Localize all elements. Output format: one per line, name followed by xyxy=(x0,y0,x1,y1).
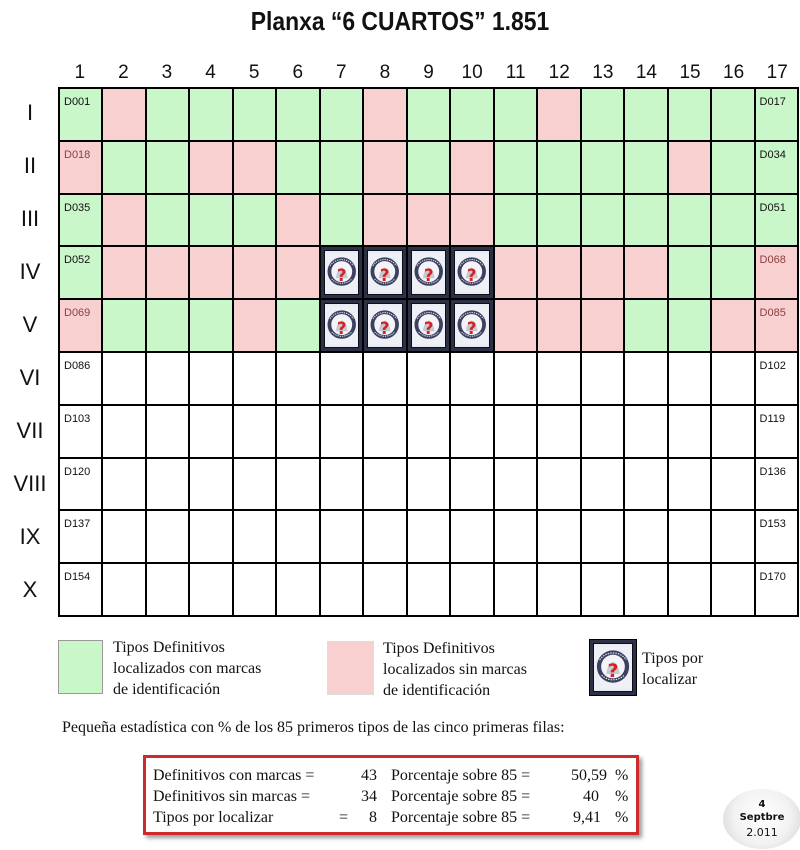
row-last-type-label: D051 xyxy=(759,201,786,214)
plate-cell xyxy=(60,511,101,562)
plate-cell xyxy=(451,564,492,615)
plate-cell xyxy=(756,89,797,140)
stats-percent-sign: % xyxy=(615,788,629,805)
column-number: 12 xyxy=(548,62,570,83)
svg-text:?: ? xyxy=(380,317,390,338)
plate-cell xyxy=(147,511,188,562)
plate-cell xyxy=(669,142,710,193)
plate-cell xyxy=(625,195,666,246)
plate-cell xyxy=(582,89,623,140)
row-first-type-label: D069 xyxy=(64,307,91,320)
plate-cell xyxy=(147,142,188,193)
plate-cell xyxy=(451,142,492,193)
stats-equals: = xyxy=(339,809,349,826)
plate-cell xyxy=(364,406,405,457)
column-number: 16 xyxy=(723,62,745,83)
legend-stamp-swatch xyxy=(589,639,637,696)
plate-cell xyxy=(756,564,797,615)
plate-cell xyxy=(495,511,536,562)
plate-cell xyxy=(756,300,797,351)
plate-cell xyxy=(234,353,275,404)
stamp-icon xyxy=(367,303,402,348)
plate-cell xyxy=(625,511,666,562)
plate-cell xyxy=(60,300,101,351)
stamp-icon-graphic xyxy=(455,304,488,347)
plate-cell xyxy=(321,459,362,510)
plate-cell xyxy=(495,459,536,510)
row-numeral: VIII xyxy=(13,470,47,496)
plate-cell xyxy=(408,247,449,298)
plate-cell xyxy=(234,511,275,562)
plate-cell xyxy=(538,459,579,510)
plate-cell xyxy=(234,406,275,457)
plate-cell xyxy=(712,300,753,351)
plate-cell xyxy=(712,406,753,457)
plate-cell xyxy=(538,564,579,615)
row-numeral: VI xyxy=(19,364,41,390)
plate-cell xyxy=(582,564,623,615)
plate-cell xyxy=(582,406,623,457)
stamp-icon-graphic xyxy=(368,251,401,294)
plate-cell xyxy=(451,353,492,404)
column-number: 4 xyxy=(205,62,216,83)
plate-cell xyxy=(147,195,188,246)
plate-cell xyxy=(190,195,231,246)
plate-cell xyxy=(277,353,318,404)
stats-percent: 50,59 xyxy=(571,767,607,784)
plate-cell xyxy=(60,406,101,457)
plate-cell xyxy=(103,459,144,510)
plate-cell xyxy=(756,406,797,457)
plate-cell xyxy=(625,300,666,351)
legend-green-line1: Tipos Definitivos xyxy=(113,639,225,656)
plate-cell xyxy=(321,511,362,562)
plate-cell xyxy=(277,247,318,298)
column-number: 9 xyxy=(423,62,434,83)
legend-green-swatch xyxy=(58,640,103,694)
plate-cell xyxy=(451,459,492,510)
plate-cell xyxy=(669,247,710,298)
stats-box xyxy=(143,755,639,835)
plate-cell xyxy=(190,459,231,510)
plate-cell xyxy=(495,564,536,615)
plate-cell xyxy=(277,564,318,615)
plate-cell xyxy=(277,89,318,140)
row-first-type-label: D120 xyxy=(64,465,91,478)
plate-cell xyxy=(277,300,318,351)
plate-cell xyxy=(625,247,666,298)
stats-percent-sign: % xyxy=(615,767,629,784)
plate-cell xyxy=(364,459,405,510)
page-title: Planxa “6 CUARTOS” 1.851 xyxy=(250,6,550,36)
plate-cell xyxy=(625,406,666,457)
stats-text: Porcentaje sobre 85 = xyxy=(391,767,531,784)
plate-cell xyxy=(147,564,188,615)
column-number: 10 xyxy=(461,62,483,83)
plate-cell xyxy=(408,459,449,510)
legend-green-text xyxy=(113,637,261,700)
row-first-type-label: D018 xyxy=(64,148,91,161)
plate-cell xyxy=(582,353,623,404)
plate-cell xyxy=(538,300,579,351)
plate-cell xyxy=(451,406,492,457)
plate-cell xyxy=(495,142,536,193)
plate-cell xyxy=(712,247,753,298)
legend-green-line2: localizados con marcas xyxy=(113,660,262,677)
stamp-icon-graphic xyxy=(455,251,488,294)
plate-cell xyxy=(277,195,318,246)
plate-cell xyxy=(234,300,275,351)
plate-cell xyxy=(669,89,710,140)
column-number: 3 xyxy=(161,62,173,83)
plate-cell xyxy=(538,195,579,246)
stamp-icon-graphic xyxy=(325,251,358,294)
stamp-icon xyxy=(454,250,489,295)
row-last-type-label: D085 xyxy=(759,307,786,320)
column-number: 13 xyxy=(592,62,614,83)
stamp-icon xyxy=(411,303,446,348)
plate-cell xyxy=(451,511,492,562)
plate-cell xyxy=(408,353,449,404)
plate-cell xyxy=(147,459,188,510)
plate-cell xyxy=(408,89,449,140)
plate-cell xyxy=(625,89,666,140)
plate-cell xyxy=(756,195,797,246)
plate-cell xyxy=(321,406,362,457)
plate-cell xyxy=(538,89,579,140)
plate-cell xyxy=(756,142,797,193)
plate-cell xyxy=(364,353,405,404)
stamp-icon-graphic xyxy=(412,304,445,347)
legend-pink-swatch xyxy=(327,641,374,695)
plate-cell xyxy=(103,142,144,193)
stamp-icon-graphic xyxy=(594,644,632,691)
column-number: 8 xyxy=(379,62,391,83)
plate-cell xyxy=(408,195,449,246)
plate-cell xyxy=(408,564,449,615)
plate-cell xyxy=(495,300,536,351)
plate-cell xyxy=(712,564,753,615)
plate-cell xyxy=(60,459,101,510)
plate-grid xyxy=(58,87,799,617)
plate-cell xyxy=(321,353,362,404)
plate-cell xyxy=(408,406,449,457)
plate-cell xyxy=(364,564,405,615)
plate-cell xyxy=(60,195,101,246)
svg-text:?: ? xyxy=(336,317,347,338)
stamp-icon-graphic xyxy=(412,251,445,294)
stamp-icon xyxy=(411,250,446,295)
plate-cell xyxy=(277,406,318,457)
plate-cell xyxy=(712,459,753,510)
plate-cell xyxy=(103,353,144,404)
plate-cell xyxy=(712,89,753,140)
column-number: 2 xyxy=(118,62,129,83)
row-last-type-label: D068 xyxy=(759,254,786,267)
plate-cell xyxy=(582,459,623,510)
stats-text: Porcentaje sobre 85 = xyxy=(391,788,531,805)
svg-text:?: ? xyxy=(380,265,390,286)
row-numeral: IX xyxy=(19,523,41,549)
svg-text:?: ? xyxy=(467,317,477,338)
plate-cell xyxy=(408,300,449,351)
date-badge xyxy=(723,789,800,849)
stats-percent-sign: % xyxy=(615,809,629,826)
plate-cell xyxy=(538,406,579,457)
plate-cell xyxy=(756,511,797,562)
column-number: 17 xyxy=(766,62,788,83)
row-last-type-label: D153 xyxy=(759,518,786,531)
plate-cell xyxy=(669,459,710,510)
plate-cell xyxy=(582,511,623,562)
legend-stamp-text xyxy=(642,648,703,690)
stamp-icon xyxy=(454,303,489,348)
plate-cell xyxy=(234,142,275,193)
row-numeral: II xyxy=(23,152,37,178)
plate-cell xyxy=(669,195,710,246)
plate-cell xyxy=(538,511,579,562)
date-day: 4 xyxy=(758,799,766,810)
plate-cell xyxy=(669,564,710,615)
plate-cell xyxy=(364,247,405,298)
stamp-icon-graphic xyxy=(368,304,401,347)
plate-cell xyxy=(582,300,623,351)
row-last-type-label: D034 xyxy=(759,148,786,161)
plate-cell xyxy=(582,142,623,193)
plate-cell xyxy=(364,195,405,246)
column-number: 1 xyxy=(74,62,86,83)
column-number: 6 xyxy=(292,62,304,83)
plate-cell xyxy=(190,353,231,404)
legend-stamp-line1: Tipos por xyxy=(642,650,704,667)
svg-text:?: ? xyxy=(423,265,434,286)
plate-cell xyxy=(364,300,405,351)
plate-cell xyxy=(190,89,231,140)
plate-cell xyxy=(538,142,579,193)
plate-cell xyxy=(147,406,188,457)
row-numeral: V xyxy=(22,311,38,337)
plate-cell xyxy=(321,247,362,298)
column-number: 11 xyxy=(505,62,526,83)
row-first-type-label: D052 xyxy=(64,254,91,267)
plate-cell xyxy=(408,142,449,193)
plate-cell xyxy=(364,511,405,562)
plate-cell xyxy=(147,300,188,351)
row-numeral: III xyxy=(20,205,40,231)
plate-cell xyxy=(103,89,144,140)
row-first-type-label: D137 xyxy=(64,518,91,531)
svg-text:?: ? xyxy=(607,660,619,682)
plate-cell xyxy=(103,406,144,457)
plate-cell xyxy=(669,300,710,351)
stats-label: Definitivos con marcas = xyxy=(153,767,315,784)
plate-cell xyxy=(538,247,579,298)
row-numeral: I xyxy=(26,99,34,125)
plate-cell xyxy=(495,406,536,457)
plate-cell xyxy=(625,459,666,510)
stats-caption: Pequeña estadística con % de los 85 primeros tipos de las cinco primeras filas: xyxy=(62,719,565,736)
plate-cell xyxy=(625,564,666,615)
plate-cell xyxy=(234,247,275,298)
plate-cell xyxy=(669,511,710,562)
stamp-icon xyxy=(367,250,402,295)
plate-cell xyxy=(103,300,144,351)
plate-cell xyxy=(451,300,492,351)
plate-cell xyxy=(451,195,492,246)
column-number: 15 xyxy=(679,62,701,83)
row-last-type-label: D136 xyxy=(759,465,786,478)
plate-cell xyxy=(364,89,405,140)
plate-cell xyxy=(364,142,405,193)
plate-cell xyxy=(277,459,318,510)
plate-cell xyxy=(712,142,753,193)
plate-cell xyxy=(321,300,362,351)
row-first-type-label: D154 xyxy=(64,571,91,584)
plate-cell xyxy=(756,247,797,298)
plate-cell xyxy=(60,353,101,404)
plate-cell xyxy=(756,353,797,404)
plate-cell xyxy=(495,89,536,140)
stats-count: 34 xyxy=(361,788,377,805)
row-first-type-label: D035 xyxy=(64,201,91,214)
plate-cell xyxy=(321,142,362,193)
legend-pink-line1: Tipos Definitivos xyxy=(383,640,495,657)
legend-green-line3: de identificación xyxy=(113,681,221,698)
plate-cell xyxy=(190,564,231,615)
row-last-type-label: D017 xyxy=(759,96,786,108)
row-last-type-label: D102 xyxy=(759,359,786,372)
stamp-icon xyxy=(324,250,359,295)
column-number: 14 xyxy=(635,62,657,83)
plate-cell xyxy=(60,89,101,140)
stats-text: Porcentaje sobre 85 = xyxy=(391,809,531,826)
row-last-type-label: D119 xyxy=(759,412,785,425)
plate-cell xyxy=(147,247,188,298)
row-first-type-label: D001 xyxy=(64,96,91,108)
stats-percent: 40 xyxy=(583,788,599,805)
stamp-icon-graphic xyxy=(325,304,358,347)
date-year: 2.011 xyxy=(746,826,778,839)
plate-cell xyxy=(234,89,275,140)
legend-pink-line3: de identificación xyxy=(383,682,491,699)
stamp-icon xyxy=(593,643,633,692)
stats-count: 43 xyxy=(361,767,377,784)
stats-percent: 9,41 xyxy=(573,809,601,826)
date-month: Septbre xyxy=(739,812,785,823)
plate-cell xyxy=(321,195,362,246)
plate-cell xyxy=(669,406,710,457)
plate-cell xyxy=(321,89,362,140)
plate-cell xyxy=(582,247,623,298)
plate-cell xyxy=(451,247,492,298)
svg-text:?: ? xyxy=(467,265,477,286)
plate-cell xyxy=(234,564,275,615)
plate-cell xyxy=(538,353,579,404)
row-first-type-label: D086 xyxy=(64,359,91,372)
row-first-type-label: D103 xyxy=(64,412,91,425)
plate-cell xyxy=(103,564,144,615)
stats-label: Definitivos sin marcas = xyxy=(153,788,310,805)
legend-pink-line2: localizados sin marcas xyxy=(383,661,527,678)
svg-text:?: ? xyxy=(336,265,347,286)
row-last-type-label: D170 xyxy=(759,571,786,584)
plate-cell xyxy=(234,459,275,510)
plate-cell xyxy=(190,300,231,351)
stats-count: 8 xyxy=(369,809,377,826)
plate-cell xyxy=(190,511,231,562)
plate-cell xyxy=(103,247,144,298)
plate-cell xyxy=(712,353,753,404)
plate-cell xyxy=(147,89,188,140)
row-numeral: IV xyxy=(19,258,41,284)
legend-stamp-line2: localizar xyxy=(642,671,698,688)
plate-cell xyxy=(60,142,101,193)
stats-label: Tipos por localizar xyxy=(153,809,274,826)
plate-cell xyxy=(625,142,666,193)
plate-cell xyxy=(60,247,101,298)
plate-cell xyxy=(60,564,101,615)
plate-cell xyxy=(234,195,275,246)
column-number: 7 xyxy=(336,62,347,83)
column-number: 5 xyxy=(248,62,260,83)
plate-cell xyxy=(712,195,753,246)
svg-text:?: ? xyxy=(423,317,434,338)
plate-cell xyxy=(103,511,144,562)
plate-cell xyxy=(495,247,536,298)
plate-cell xyxy=(190,406,231,457)
plate-cell xyxy=(756,459,797,510)
plate-cell xyxy=(321,564,362,615)
plate-cell xyxy=(669,353,710,404)
plate-cell xyxy=(625,353,666,404)
row-numeral: X xyxy=(22,576,38,602)
plate-cell xyxy=(103,195,144,246)
plate-cell xyxy=(277,511,318,562)
stamp-icon xyxy=(324,303,359,348)
legend-pink-text xyxy=(383,638,527,701)
plate-cell xyxy=(451,89,492,140)
plate-cell xyxy=(495,195,536,246)
plate-cell xyxy=(495,353,536,404)
plate-cell xyxy=(408,511,449,562)
plate-cell xyxy=(190,142,231,193)
plate-cell xyxy=(147,353,188,404)
plate-cell xyxy=(277,142,318,193)
plate-cell xyxy=(190,247,231,298)
plate-cell xyxy=(582,195,623,246)
row-numeral: VII xyxy=(16,417,44,443)
plate-cell xyxy=(712,511,753,562)
